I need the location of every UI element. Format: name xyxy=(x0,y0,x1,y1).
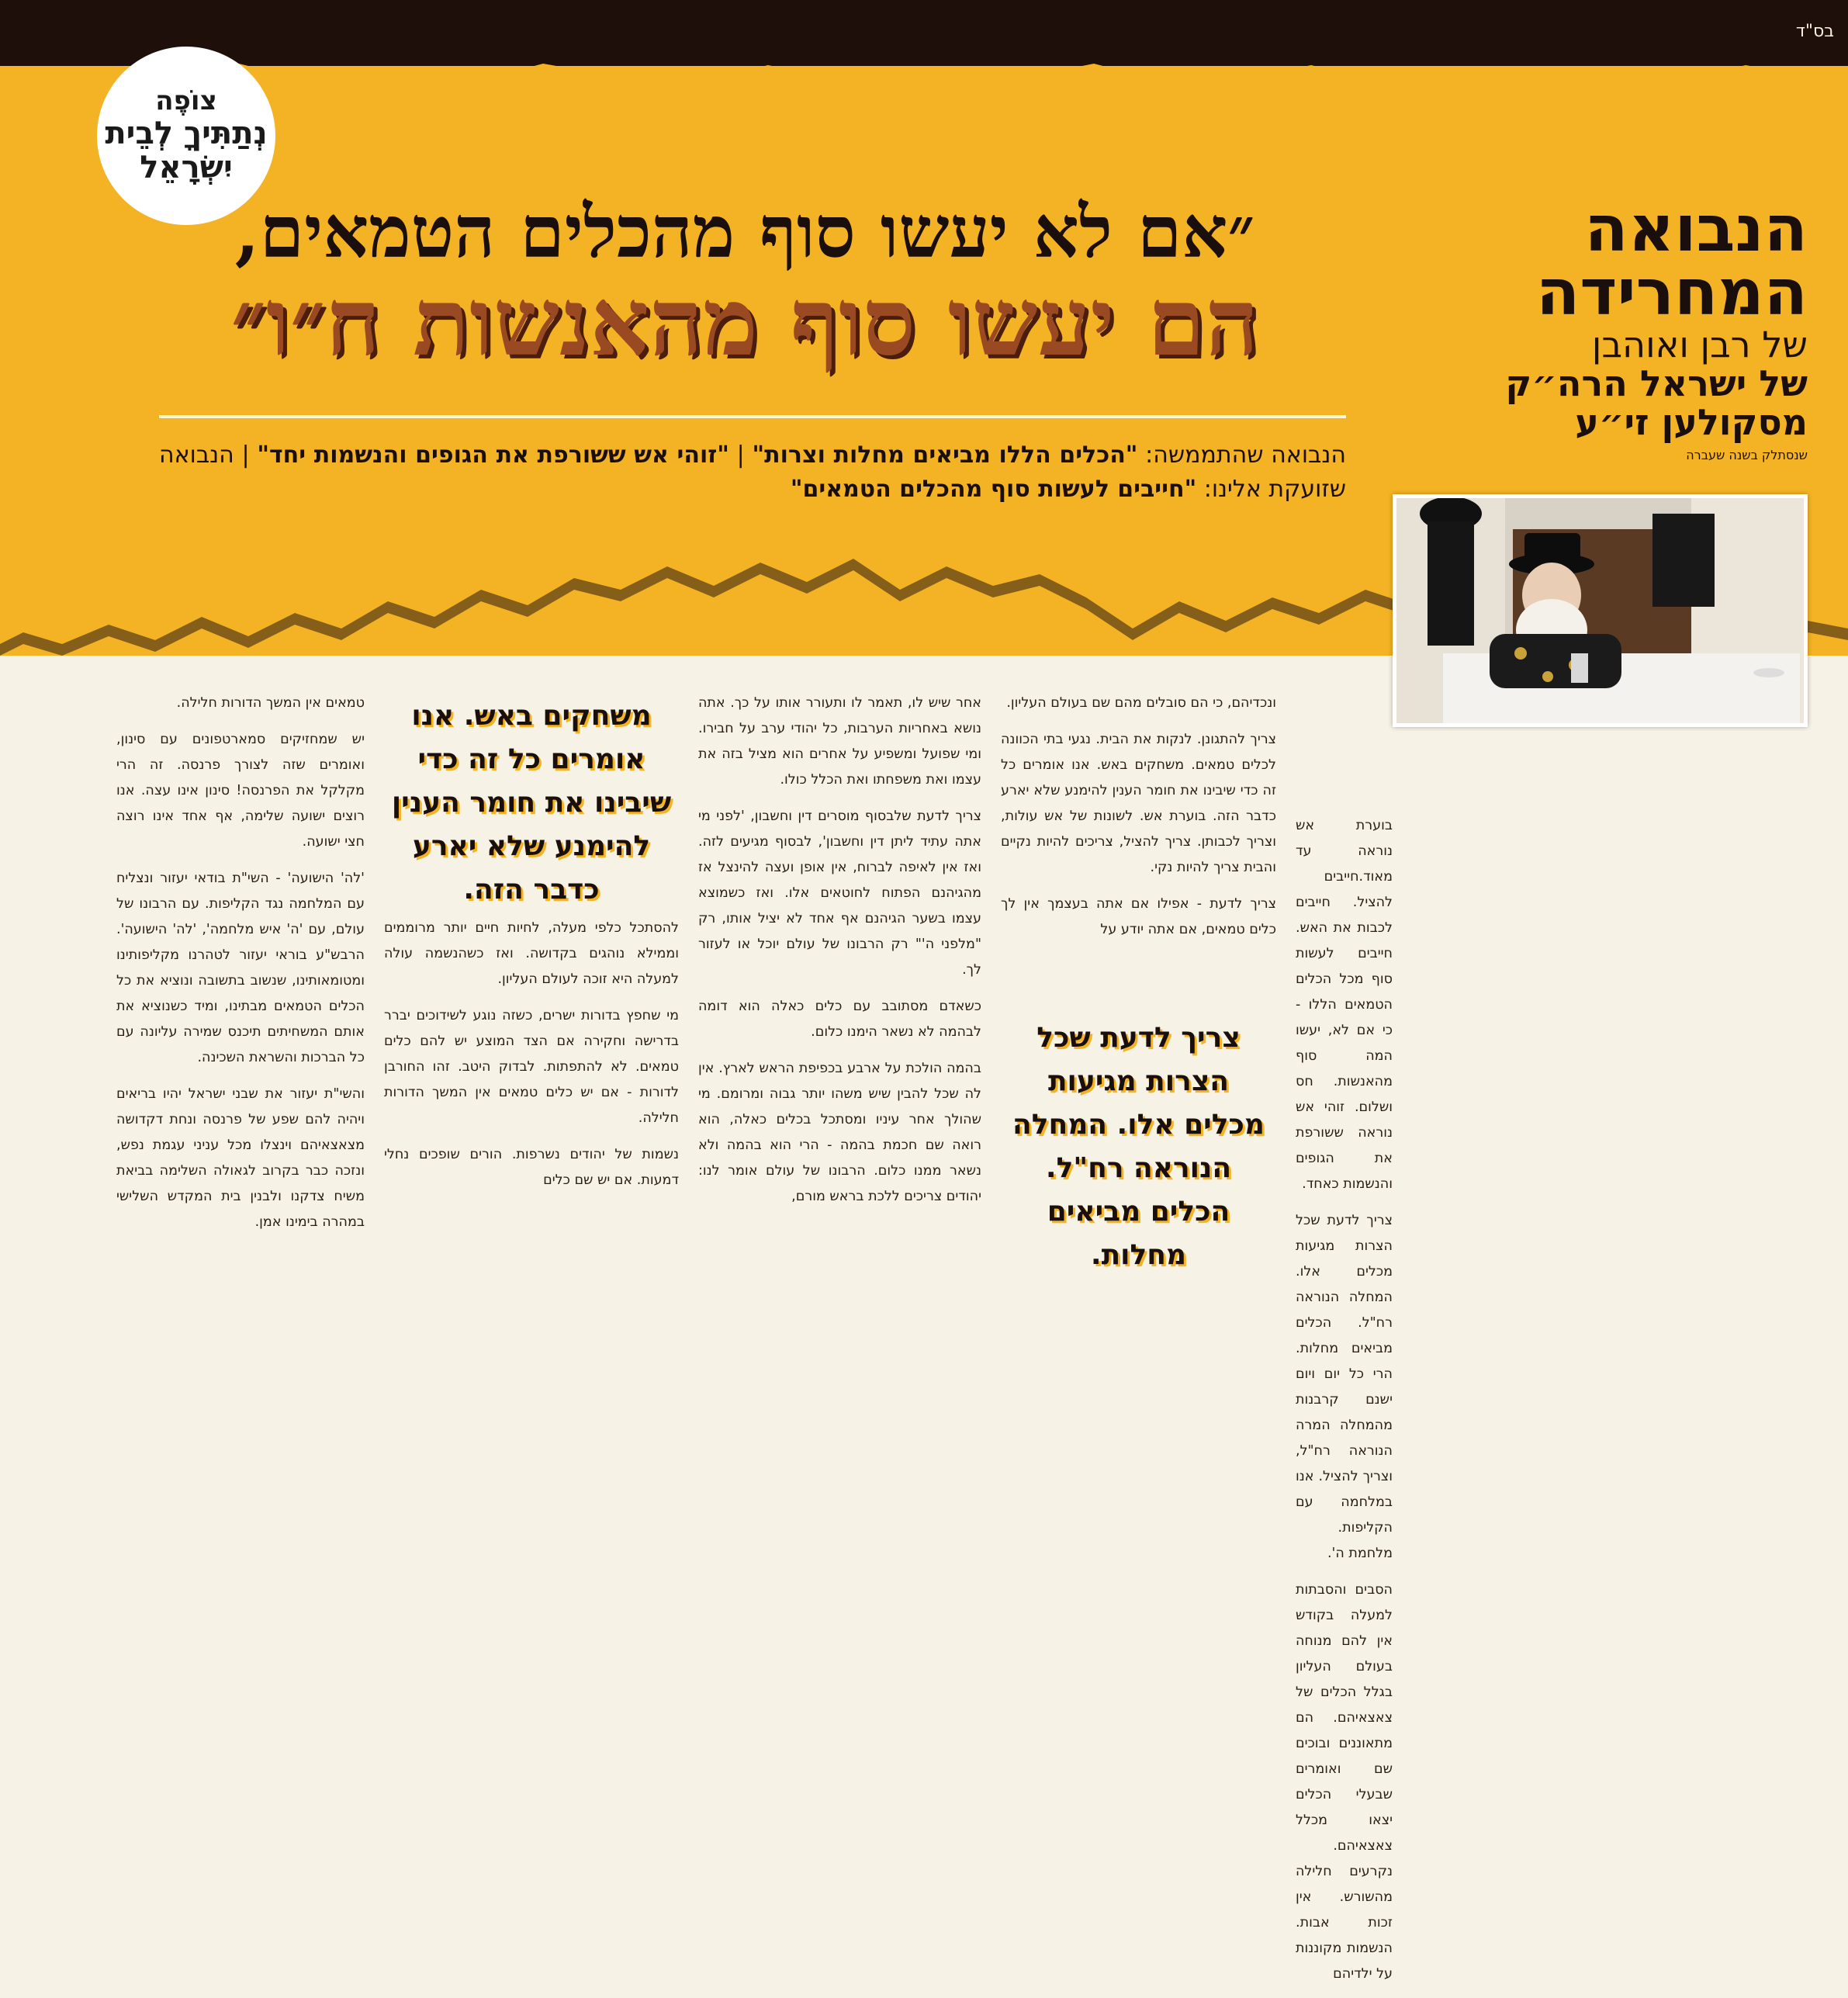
rabbi-photo xyxy=(1393,494,1808,727)
article-column-1 xyxy=(1296,813,1393,1998)
subtitle xyxy=(159,438,1346,507)
article-column-4 xyxy=(384,916,679,1204)
subtitle-quote-2: "זוהי אש ששורפת את הגופים והנשמות יחד" xyxy=(257,441,729,469)
subtitle-text-2: הנבואה שזועקת אלינו: xyxy=(159,441,1346,503)
side-title-line-2: המחרידה xyxy=(1535,256,1808,330)
col3-para-1: אחר שיש לו, תאמר לו ותעורר אותו על כך. אתה נושא באחריות הערבות, כל יהודי ערב על חבירו. ומי שפועל ומשפיע על אחרים הוא מציל בזה את עצמו ואת משפחתו ואת הכלל כולו. xyxy=(698,695,981,788)
subtitle-text-1: הנבואה שהתממשה: xyxy=(1137,441,1346,469)
headline-line-2: הם יעשו סוף מהאנשות ח״ו״ xyxy=(230,268,1259,377)
col5-para-1: טמאים אין המשך הדורות חלילה. xyxy=(176,695,365,711)
side-title-line-5: מסקולען זי״ע xyxy=(1575,401,1808,443)
headline-line-1: ״אם לא יעשו סוף מהכלים הטמאים, xyxy=(234,190,1255,274)
col2-para-3: צריך לדעת - אפילו אם אתה בעצמך אין לך כלים טמאים, אם אתה יודע על xyxy=(1001,896,1276,937)
subtitle-sep-1: | xyxy=(728,441,753,469)
bsd-mark: בס"ד xyxy=(1795,22,1834,41)
col3-para-3: כשאדם מסתובב עם כלים כאלה הוא דומה לבהמה לא נשאר הימנו כלום. xyxy=(698,999,981,1040)
side-title-caption: שנסתלק בשנה שעברה xyxy=(1686,448,1808,462)
col3-para-2: צריך לדעת שלבסוף מוסרים דין וחשבון, 'לפני מי אתה עתיד ליתן דין וחשבון', לבסוף מגיעים לזה. ואז אין לאיפה לברוח, אין אופן ועצה להינצל אז מהגיהנם הפתוח לחוטאים אלו. ואז כשמוצא עצמו בשער הגיהנם אף אחד לא יציל אותו, רק "מלפני ה'" רק הרבונו של עולם יוכל או לעזור לך. xyxy=(698,809,981,978)
col1-para-3: הסבים והסבתות למעלה בקודש אין להם מנוחה בעולם העליון בגלל הכלים של צאצאיהם. הם מתאוננים ובוכים שם ואומרים שבעלי הכלים יצאו מכלל צאצאיהם. נקרעים חלילה מהשורש. אין זכות אבות. הנשמות מקוננות על ילדיהם xyxy=(1296,1582,1393,1982)
article-column-2 xyxy=(1001,691,1276,954)
subtitle-quote-1: "הכלים הללו מביאים מחלות וצרות" xyxy=(752,441,1138,469)
torn-edge-top xyxy=(0,47,1848,93)
col5-para-2: יש שמחזיקים סמארטפונים עם סינון, ואומרים שזה לצורך פרנסה. זה הרי מקלקל את הפרנסה! סינון אינו עצה. אנו רוצים ישועה שלימה, אף אחד אינו רוצה חצי ישועה. xyxy=(116,732,365,850)
col3-para-4: בהמה הולכת על ארבע בכפיפת הראש לארץ. אין לה שכל להבין שיש משהו יותר גבוה ומרומם. מי שהולך אחר עיניו ומסתכל בכלים כאלה, הוא רואה שם חכמת בהמה - הרי הוא בהמה ולא נשאר ממנו כלום. הרבונו של עולם אומר לנו: יהודים צריכים ללכת בראש מורם, xyxy=(698,1061,981,1204)
side-title xyxy=(1373,192,1808,462)
logo-line-1: צוֹפֶה xyxy=(155,85,217,117)
pull-quote-1: משחקים באש. אנו אומרים כל זה כדי שיבינו את חומר הענין להימנע שלא יארע כדבר הזה. xyxy=(391,700,672,906)
logo-line-2: נְתַתִּיךָ לְבֵית xyxy=(105,115,268,151)
col2-para-2: צריך להתגונן. לנקות את הבית. נגעי בתי הכוונה לכלים טמאים. משחקים באש. אנו אומרים כל זה כדי שיבינו את חומר הענין להימנע שלא יארע כדבר הזה. בוערת אש. לשונות של אש עולות, וצריך לכבותן. צריך להציל, צריכים להיות נקיים והבית צריך להיות נקי. xyxy=(1001,732,1276,875)
side-title-line-4: של ישראל הרה״ק xyxy=(1505,362,1808,404)
subtitle-sep-2: | xyxy=(234,441,258,469)
article-column-3 xyxy=(698,691,981,1221)
col2-para-1: ונכדיהם, כי הם סובלים מהם שם בעולם העליון. xyxy=(1006,695,1276,711)
subtitle-quote-3: "חייבים לעשות סוף מהכלים הטמאים" xyxy=(790,476,1197,503)
col4-para-1: להסתכל כלפי מעלה, לחיות חיים יותר מרוממים וממילא נוהגים בקדושה. ואז כשהנשמה עולה למעלה היא זוכה לעולם העליון. xyxy=(384,920,679,987)
logo-line-3: יִשְׂרָאֵל xyxy=(140,149,233,185)
col1-para-1: בוערת אש נוראה עד מאוד.חייבים להציל. חייבים לכבות את האש. חייבים לעשות סוף מכל הכלים הטמאים הללו - כי אם לא, יעשו המה סוף מהאנשות. חס ושלום. זוהי אש נוראה ששורפת את הגופים והנשמות כאחד. xyxy=(1296,818,1393,1192)
col4-para-3: נשמות של יהודים נשרפות. הורים שופכים נחלי דמעות. אם יש שם כלים xyxy=(384,1147,679,1188)
col5-para-3: 'לה' הישועה' - השי"ת בודאי יעזור ונצליח עם המלחמה נגד הקליפות. עם הרבונו של עולם, עם 'ה' איש מלחמה', 'לה' הישועה'. הרבש"ע בוראי יעזור לטהרנו מקליפותינו ומטומאותינו, שנשוב בתשובה ונוציא את כל הכלים הטמאים מבתינו, ומיד כשנוציא את אותם המשחיתים תיכנס שמירה עליונה עם כל הברכות והשראת השכינה. xyxy=(116,871,365,1065)
pull-quote-2: צריך לדעת שכל הצרות מגיעות מכלים אלו. המחלה הנוראה רח"ל. הכלים מביאים מחלות. xyxy=(1012,1022,1265,1271)
col1-para-2: צריך לדעת שכל הצרות מגיעות מכלים אלו. המחלה הנוראה רח"ל. הכלים מביאים מחלות. הרי כל יום ויום ישנם קרבנות מהמחלה המרה הנוראה רח"ל, וצריך להציל. אנו במלחמה עם הקליפות. מלחמת ה'. xyxy=(1296,1213,1393,1561)
side-title-line-3: של רבן ואוהבן xyxy=(1591,324,1808,365)
col4-para-2: מי שחפץ בדורות ישרים, כשזה נוגע לשידוכים יברר בדרישה וחקירה אם הצד המוצע יש להם כלים טמאים. לא להתפתות. לבדוק היטב. זהו החורבן לדורות - אם יש כלים טמאים אין המשך הדורות חלילה. xyxy=(384,1008,679,1126)
side-title-line-1: הנבואה xyxy=(1584,192,1808,266)
col5-para-4: והשי"ת יעזור את שבני ישראל יהיו בריאים ויהיה להם שפע של פרנסה ונחת דקדושה מצאצאיהם וינצלו מכל עניני עגמת נפש, ונזכה כבר בקרוב לגאולה השלימה בביאת משיח צדקנו ולבנין בית המקדש השלישי במהרה בימינו אמן. xyxy=(116,1086,365,1230)
headline-divider xyxy=(159,415,1346,418)
article-column-5 xyxy=(116,691,365,1246)
